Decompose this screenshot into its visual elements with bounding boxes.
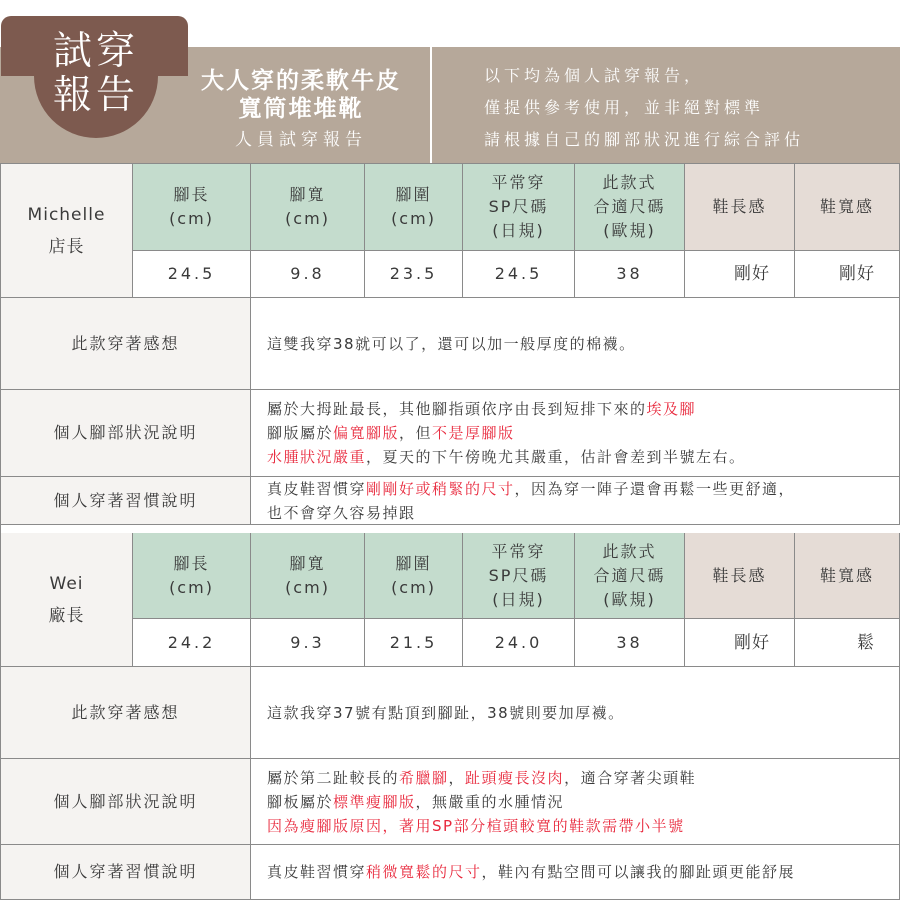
- text-segment: 腳版屬於: [267, 424, 334, 442]
- foot-condition-label: [1, 390, 251, 477]
- foot-condition-text-cell: [251, 390, 900, 477]
- text-segment: ，但: [399, 424, 433, 442]
- header-usual-size-text: 平常穿 SP尺碼 (日規): [488, 173, 549, 240]
- text-segment: ，夏天的下午傍晚尤其嚴重，估計會差到半號左右。: [366, 448, 746, 466]
- tester-name: Michelle: [27, 204, 106, 225]
- value-foot-width: [251, 251, 365, 298]
- text-segment: ，無嚴重的水腫情況: [415, 792, 565, 811]
- header-foot-width-text: 腳寬 (cm): [285, 553, 330, 597]
- value-foot-width: [251, 619, 365, 667]
- text-segment: 真皮鞋習慣穿: [267, 479, 367, 498]
- tester-role: 廠長: [48, 605, 85, 626]
- product-title-line-1: 大人穿的柔軟牛皮: [201, 68, 401, 94]
- foot-condition-label: [1, 759, 251, 845]
- wearing-habit-label-text: 個人穿著習慣說明: [53, 490, 198, 510]
- value-length-feel-text: 剛好: [734, 264, 770, 284]
- value-usual-size-text: 24.5: [494, 264, 543, 283]
- value-fit-size-text: 38: [616, 264, 643, 283]
- tester-name-cell: [1, 164, 133, 298]
- text-segment: ，: [448, 768, 466, 787]
- value-fit-size: [575, 619, 685, 667]
- impression-label-text: 此款穿著感想: [71, 702, 180, 722]
- text-segment: 屬於大拇趾最長，其他腳指頭依序由長到短排下來的: [267, 400, 647, 418]
- value-usual-size: [463, 619, 575, 667]
- product-title-line-2: 寬筒堆堆靴: [238, 96, 364, 122]
- header-foot-girth-text: 腳圍 (cm): [391, 185, 436, 228]
- header-foot-girth: [365, 533, 463, 619]
- text-segment: 也不會穿久容易掉跟: [267, 503, 416, 522]
- header-foot-length: [133, 533, 251, 619]
- header-width-feel-text: 鞋寬感: [819, 197, 874, 216]
- foot-condition-label-text: 個人腳部狀況說明: [53, 423, 198, 442]
- text-line: [267, 766, 696, 790]
- foot-condition-label-text: 個人腳部狀況說明: [53, 791, 198, 811]
- header-fit-size: [575, 164, 685, 251]
- impression-text-cell: [251, 667, 900, 759]
- wearing-habit-label: [1, 477, 251, 525]
- highlight-text: 趾頭瘦長沒肉: [465, 768, 565, 787]
- tester-name-block: [28, 199, 106, 263]
- impression-label: [1, 667, 251, 759]
- value-length-feel: [685, 251, 795, 298]
- header-width-feel: [795, 533, 900, 619]
- wearing-habit-text-cell-lines: [267, 860, 795, 884]
- value-foot-width-text: 9.3: [290, 632, 325, 652]
- header-length-feel: [685, 533, 795, 619]
- text-segment: ，因為穿一陣子還會再鬆一些更舒適，: [514, 479, 796, 498]
- header-usual-size: [463, 533, 575, 619]
- wearing-habit-label-text: 個人穿著習慣說明: [53, 862, 198, 881]
- foot-condition-text-cell-lines: [267, 397, 746, 469]
- value-width-feel-text: 剛好: [839, 264, 875, 284]
- header-width-feel-text: 鞋寬感: [819, 565, 874, 585]
- value-length-feel-text: 剛好: [734, 632, 770, 653]
- tester-name: Wei: [49, 573, 84, 594]
- header-divider: [430, 47, 432, 163]
- value-width-feel: [795, 619, 900, 667]
- highlight-text: 標準瘦腳版: [333, 792, 416, 811]
- header-foot-width: [251, 533, 365, 619]
- value-foot-girth: [365, 251, 463, 298]
- foot-condition-text-cell: [251, 759, 900, 845]
- value-foot-girth-text: 23.5: [389, 264, 438, 283]
- value-fit-size-text: 38: [616, 632, 643, 652]
- highlight-text: 水腫狀況嚴重: [267, 448, 367, 466]
- notice-line-1: 以下均為個人試穿報告，: [484, 66, 705, 85]
- text-line: [267, 501, 795, 525]
- wearing-habit-text-cell: [251, 845, 900, 900]
- impression-label-text: 此款穿著感想: [71, 333, 180, 353]
- tester-name-block: [49, 568, 85, 632]
- value-foot-width-text: 9.8: [290, 264, 325, 283]
- header-foot-length-text: 腳長 (cm): [169, 185, 214, 228]
- text-line: [267, 421, 746, 445]
- impression-text-cell-text: 這雙我穿38就可以了，還可以加一般厚度的棉襪。: [267, 334, 636, 353]
- wearing-habit-text-cell: [251, 477, 900, 525]
- value-usual-size: [463, 251, 575, 298]
- tester-role: 店長: [48, 236, 85, 257]
- text-segment: ，鞋內有點空間可以讓我的腳趾頭更能舒展: [481, 863, 796, 881]
- header-foot-girth-text: 腳圍 (cm): [391, 553, 436, 597]
- impression-text-cell: [251, 298, 900, 390]
- value-foot-length-text: 24.5: [167, 264, 216, 283]
- text-segment: 腳板屬於: [267, 792, 334, 811]
- header-foot-width-text: 腳寬 (cm): [285, 185, 330, 228]
- notice-line-2: 僅提供參考使用，並非絕對標準: [484, 98, 765, 117]
- impression-label: [1, 298, 251, 390]
- wearing-habit-label: [1, 845, 251, 900]
- header-usual-size: [463, 164, 575, 251]
- notice-line-3: 請根據自己的腳部狀況進行綜合評估: [484, 130, 805, 149]
- highlight-text: 希臘腳: [399, 768, 449, 787]
- value-length-feel: [685, 619, 795, 667]
- text-line: [267, 445, 746, 469]
- impression-text-cell-text: 這款我穿37號有點頂到腳趾，38號則要加厚襪。: [267, 703, 625, 722]
- text-line: [267, 790, 696, 814]
- value-foot-length: [133, 251, 251, 298]
- text-segment: ，適合穿著尖頭鞋: [564, 768, 697, 787]
- highlight-text: 因為瘦腳版原因，著用SP部分楦頭較寬的鞋款需帶小半號: [267, 816, 685, 835]
- value-width-feel-text: 鬆: [857, 632, 875, 653]
- value-foot-length: [133, 619, 251, 667]
- header-length-feel: [685, 164, 795, 251]
- value-width-feel: [795, 251, 900, 298]
- value-fit-size: [575, 251, 685, 298]
- text-segment: 真皮鞋習慣穿: [267, 863, 367, 881]
- wearing-habit-text-cell-lines: [267, 477, 795, 525]
- header-foot-width: [251, 164, 365, 251]
- value-foot-girth-text: 21.5: [389, 632, 438, 652]
- tester-name-cell: [1, 533, 133, 667]
- highlight-text: 稍微寬鬆的尺寸: [366, 863, 482, 881]
- text-line: [267, 814, 696, 838]
- header-foot-girth: [365, 164, 463, 251]
- foot-condition-text-cell-lines: [267, 766, 696, 838]
- header-fit-size: [575, 533, 685, 619]
- value-foot-length-text: 24.2: [167, 632, 216, 652]
- badge-line-1: 試穿: [52, 29, 139, 74]
- report-subtitle: 人員試穿報告: [235, 130, 367, 150]
- header-usual-size-text: 平常穿 SP尺碼 (日規): [488, 541, 549, 609]
- text-segment: 屬於第二趾較長的: [267, 768, 400, 787]
- value-foot-girth: [365, 619, 463, 667]
- header-width-feel: [795, 164, 900, 251]
- header-fit-size-text: 此款式 合適尺碼 (歐規): [593, 541, 666, 609]
- text-line: [267, 860, 795, 884]
- badge-line-2: 報告: [52, 73, 139, 118]
- highlight-text: 剛剛好或稍緊的尺寸: [366, 479, 515, 498]
- text-line: [267, 397, 746, 421]
- header-length-feel-text: 鞋長感: [712, 565, 767, 585]
- text-line: [267, 477, 795, 501]
- header-foot-length: [133, 164, 251, 251]
- header-foot-length-text: 腳長 (cm): [169, 553, 214, 597]
- value-usual-size-text: 24.0: [494, 632, 543, 652]
- highlight-text: 偏寬腳版: [333, 424, 400, 442]
- header-length-feel-text: 鞋長感: [712, 197, 767, 216]
- highlight-text: 埃及腳: [646, 400, 697, 418]
- highlight-text: 不是厚腳版: [432, 424, 515, 442]
- header-fit-size-text: 此款式 合適尺碼 (歐規): [593, 173, 666, 240]
